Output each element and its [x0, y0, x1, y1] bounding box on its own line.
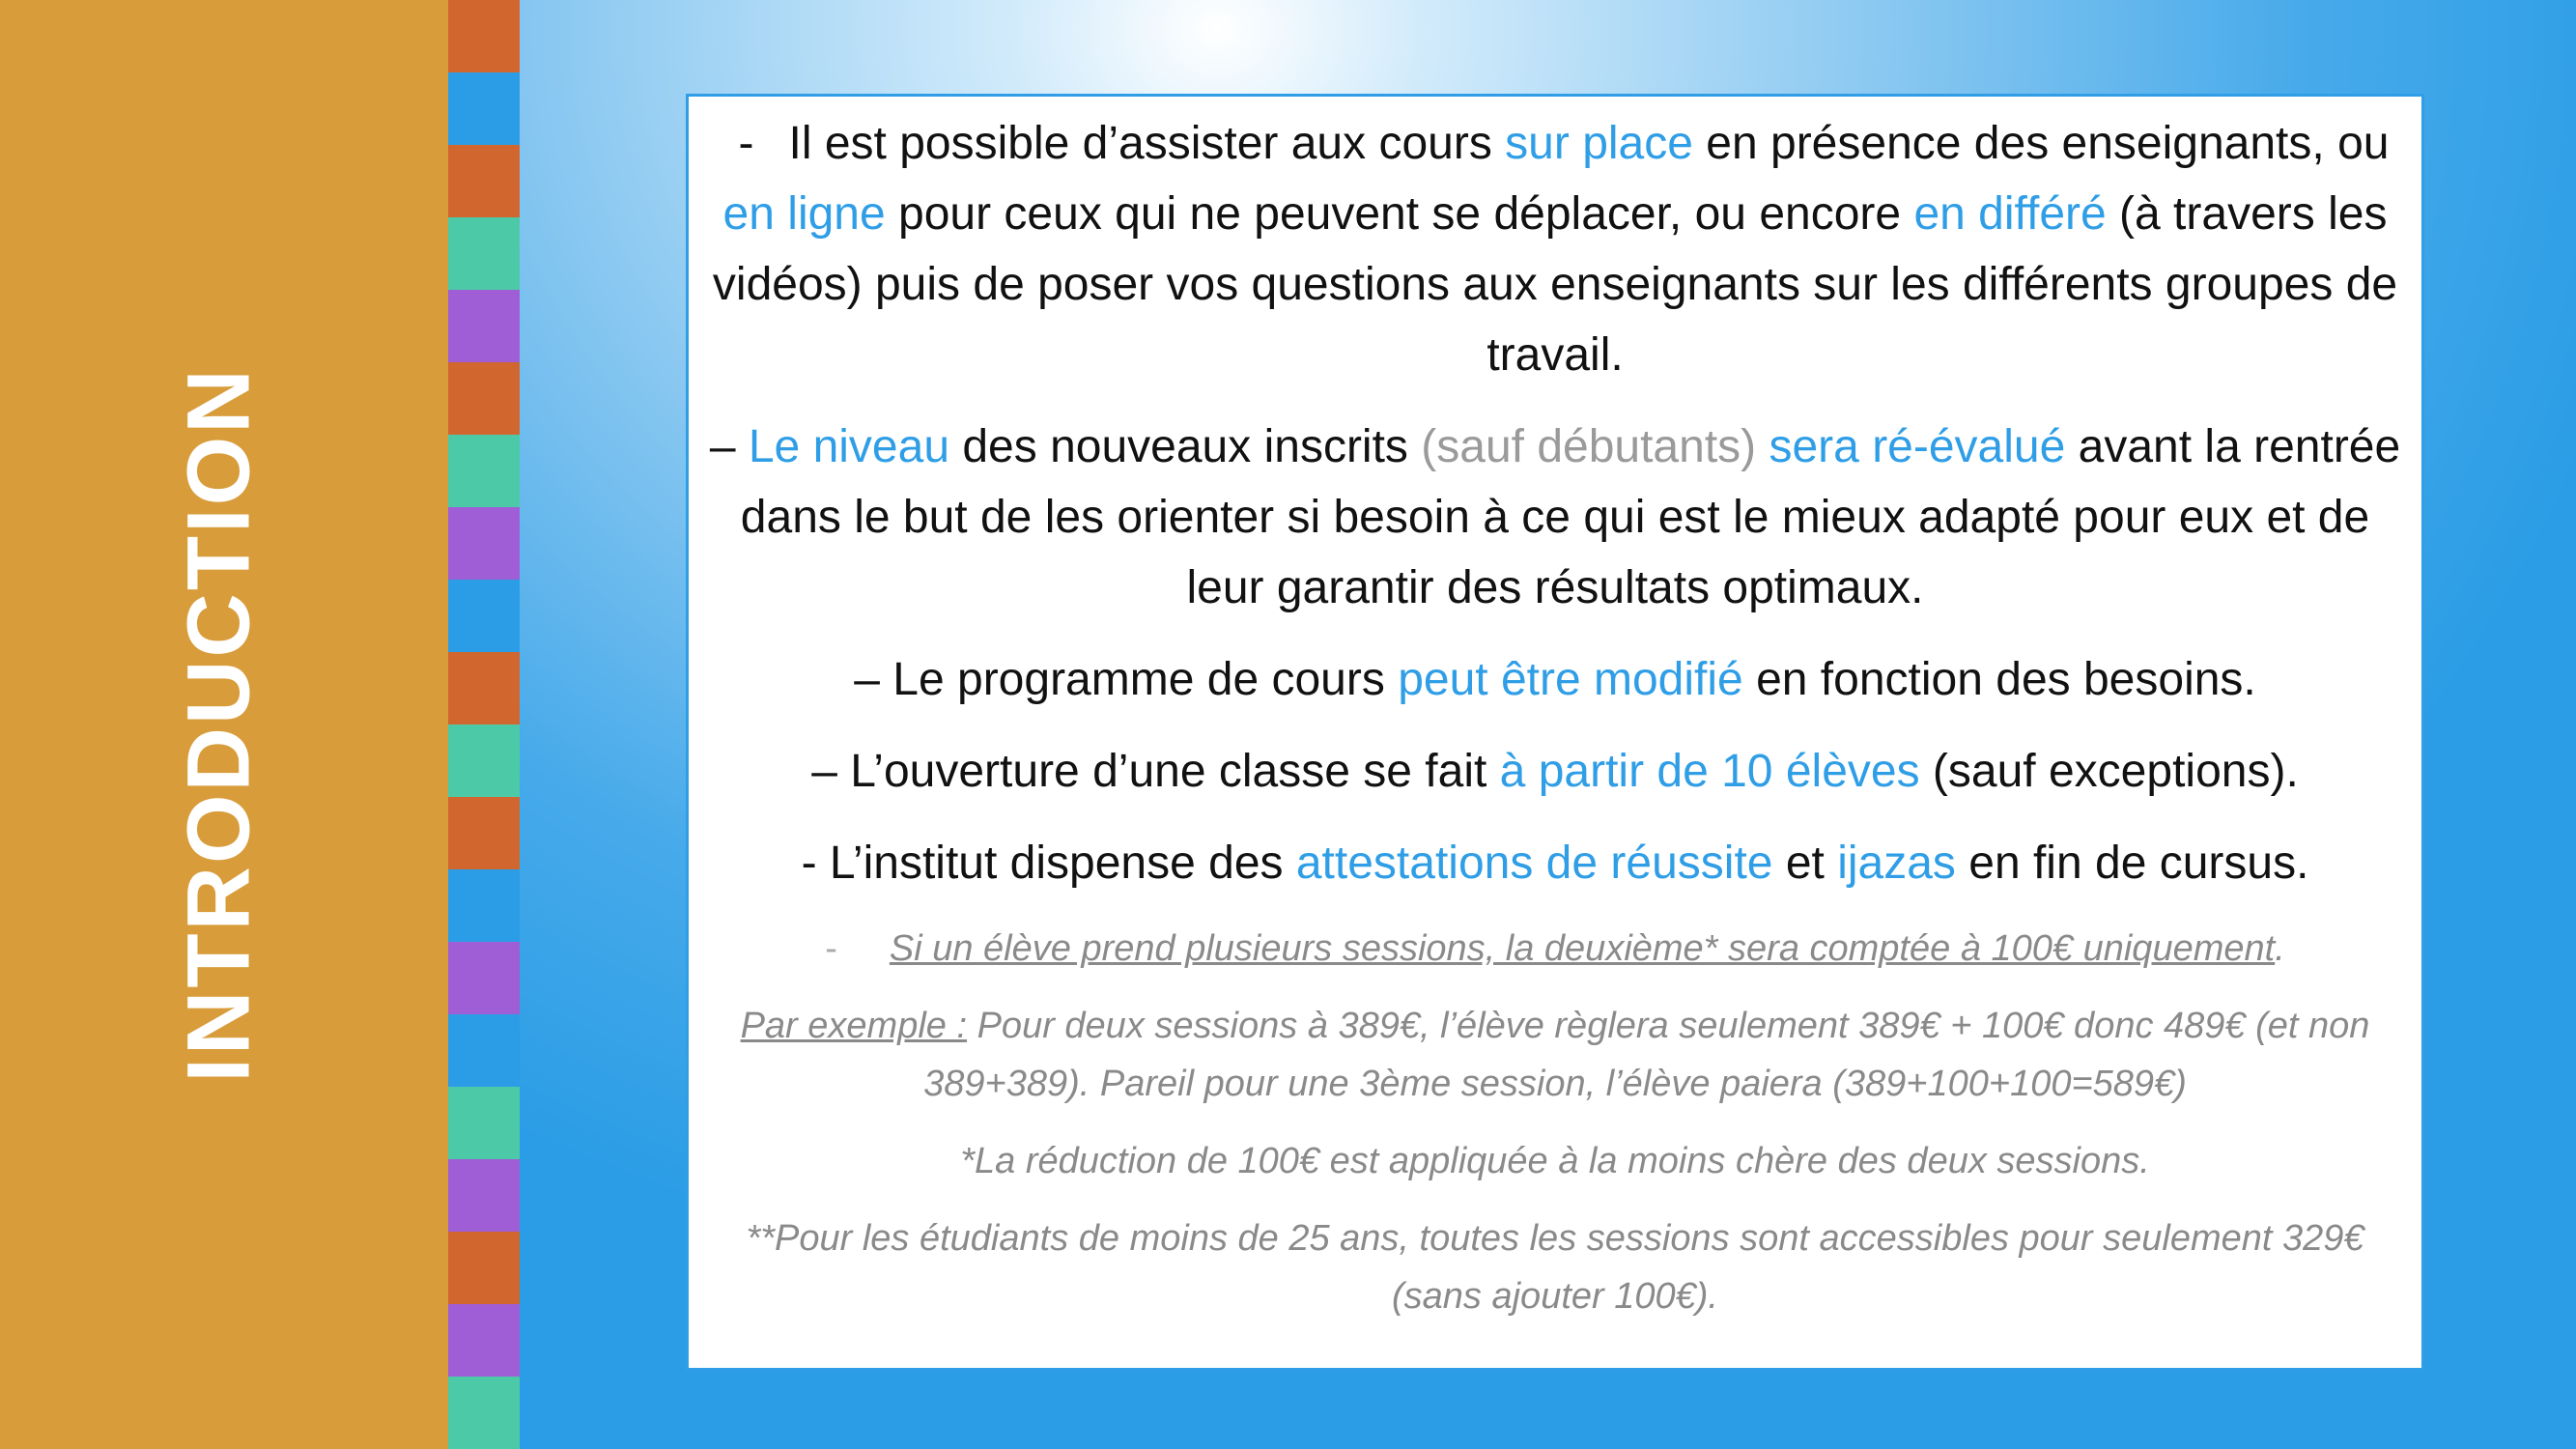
color-stripe [448, 290, 520, 362]
color-stripe [448, 869, 520, 942]
note-reduction: *La réduction de 100€ est appliquée à la moins chère des deux sessions. [960, 1141, 2150, 1181]
color-stripe [448, 217, 520, 290]
color-stripe [448, 507, 520, 580]
color-stripe [448, 145, 520, 217]
content-box [686, 94, 2424, 1371]
color-stripe [448, 362, 520, 435]
color-stripe [448, 580, 520, 652]
color-stripe [448, 1087, 520, 1159]
color-stripe [448, 1377, 520, 1449]
sidebar [0, 0, 448, 1449]
color-stripe [448, 1014, 520, 1087]
color-stripe [448, 0, 520, 72]
color-stripe [448, 435, 520, 507]
section-title: INTRODUCTION [169, 366, 269, 1083]
highlight-level: Le niveau [748, 421, 950, 472]
highlight-min-students: à partir de 10 élèves [1499, 746, 1920, 797]
color-stripe [448, 72, 520, 145]
paragraph-program: – Le programme de cours peut être modifié en fonction des besoins. [854, 654, 2256, 705]
note-example: Par exemple : Pour deux sessions à 389€, l’élève règlera seulement 389€ + 100€ donc 489€ (et non 389+389). Pareil pour une 3ème session, l’élève paiera (389+100+100=589€) [740, 1006, 2370, 1104]
highlight-on-site: sur place [1505, 118, 1693, 169]
muted-beginners: (sauf débutants) [1421, 421, 1757, 472]
highlight-online: en ligne [722, 188, 886, 240]
color-stripe [448, 652, 520, 724]
decorative-stripe-column [448, 0, 520, 1449]
paragraph-attendance: - Il est possible d’assister aux cours sur place en présence des enseignants, ou en ligne pour ceux qui ne peuvent se déplacer, ou encore en différé (à travers les vidéos) puis de poser vos questions aux enseignants sur les différents groupes de travail. [712, 118, 2398, 381]
highlight-certificates: attestations de réussite [1295, 838, 1773, 889]
paragraph-class-opening: – L’ouverture d’une classe se fait à partir de 10 élèves (sauf exceptions). [811, 746, 2299, 797]
example-label: Par exemple : [740, 1006, 968, 1046]
bullet-dash: - [738, 118, 754, 169]
note-students-under-25: **Pour les étudiants de moins de 25 ans, toutes les sessions sont accessibles pour seulement 329€ (sans ajouter 100€). [746, 1218, 2364, 1317]
color-stripe [448, 1159, 520, 1232]
color-stripe [448, 797, 520, 869]
paragraph-certificates: - L’institut dispense des attestations de réussite et ijazas en fin de cursus. [801, 838, 2309, 889]
note-multiple-sessions: - Si un élève prend plusieurs sessions, la deuxième* sera comptée à 100€ uniquement. [825, 928, 2285, 969]
highlight-reevaluated: sera ré-évalué [1769, 421, 2066, 472]
color-stripe [448, 724, 520, 797]
color-stripe [448, 1232, 520, 1304]
color-stripe [448, 1304, 520, 1377]
color-stripe [448, 942, 520, 1014]
paragraph-level: – Le niveau des nouveaux inscrits (sauf débutants) sera ré-évalué avant la rentrée dans le but de les orienter si besoin à ce qui est le mieux adapté pour eux et de leur garantir des résultats optimaux. [709, 421, 2401, 613]
highlight-ijazas: ijazas [1837, 838, 1956, 889]
highlight-deferred: en différé [1913, 188, 2107, 240]
highlight-modifiable: peut être modifié [1398, 654, 1743, 705]
